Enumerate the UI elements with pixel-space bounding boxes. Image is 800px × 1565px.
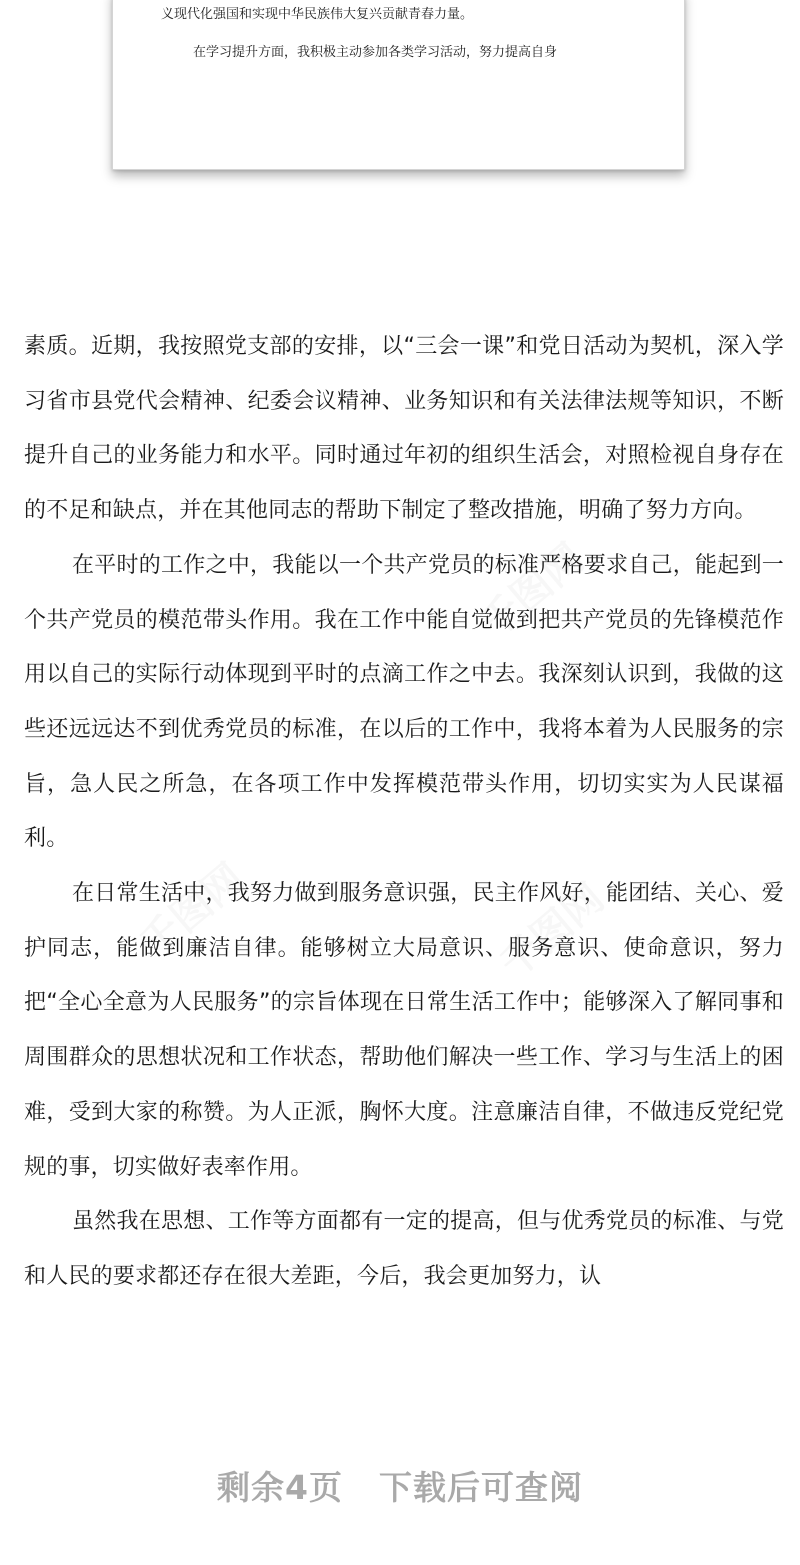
document-body [24, 320, 784, 1305]
page-preview-card [112, 0, 685, 170]
download-to-view-label: 下载后可查阅 [378, 1468, 583, 1507]
remaining-pages-label: 剩余4页 [217, 1468, 343, 1507]
paragraph-continuation: 素质。近期，我按照党支部的安排，以“三会一课”和党日活动为契机，深入学习省市县党代会精神、纪委会议精神、业务知识和有关法律法规等知识，不断提升自己的业务能力和水平。同时通过年初的组织生活会，对照检视自身存在的不足和缺点，并在其他同志的帮助下制定了整改措施，明确了努力方向。 [24, 334, 784, 524]
paragraph-conclusion: 虽然我在思想、工作等方面都有一定的提高，但与优秀党员的标准、与党和人民的要求都还存在很大差距，今后，我会更加努力，认 [24, 1209, 784, 1289]
preview-text-line-1: 义现代化强国和实现中华民族伟大复兴贡献青春力量。 [161, 7, 474, 22]
watermark: 千图网 [491, 874, 613, 988]
watermark: 千图网 [131, 854, 253, 968]
watermark: 千图网 [471, 534, 593, 648]
preview-text-line-2: 在学习提升方面，我积极主动参加各类学习活动，努力提高自身 [193, 45, 558, 60]
paragraph-work: 在平时的工作之中，我能以一个共产党员的标准严格要求自己，能起到一个共产党员的模范带头作用。我在工作中能自觉做到把共产党员的先锋模范作用以自己的实际行动体现到平时的点滴工作之中去。我深刻认识到，我做的这些还远远达不到优秀党员的标准，在以后的工作中，我将本着为人民服务的宗旨，急人民之所急，在各项工作中发挥模范带头作用，切切实实为人民谋福利。 [24, 552, 784, 852]
paragraph-daily-life: 在日常生活中，我努力做到服务意识强，民主作风好，能团结、关心、爱护同志，能做到廉洁自律。能够树立大局意识、服务意识、使命意识，努力把“全心全意为人民服务”的宗旨体现在日常生活工作中；能够深入了解同事和周围群众的思想状况和工作状态，帮助他们解决一些工作、学习与生活上的困难，受到大家的称赞。为人正派，胸怀大度。注意廉洁自律，不做违反党纪党规的事，切实做好表率作用。 [24, 881, 784, 1180]
download-prompt[interactable] [0, 1462, 800, 1509]
